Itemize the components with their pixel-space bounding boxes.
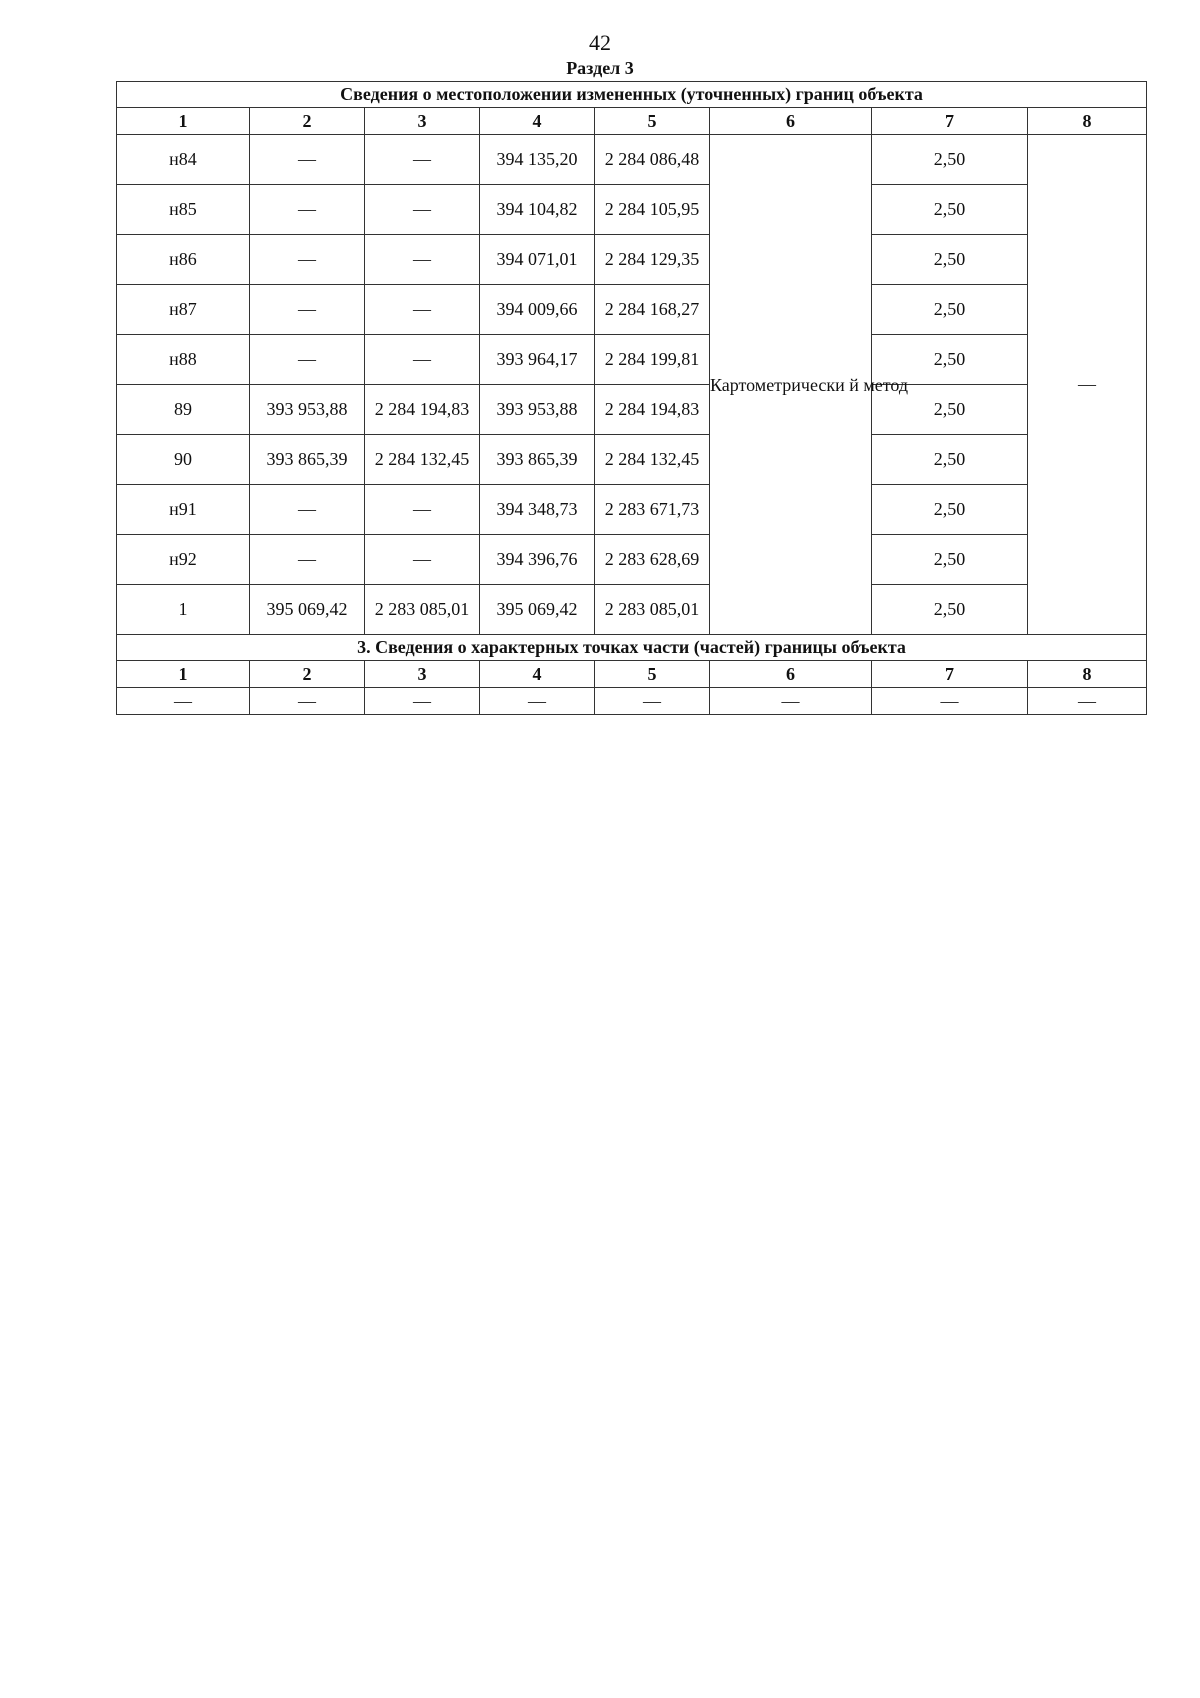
y-old-cell: — (365, 235, 480, 285)
accuracy-cell: 2,50 (872, 435, 1028, 485)
y-new-cell: 2 283 671,73 (595, 485, 710, 535)
point-id-cell: н85 (117, 185, 250, 235)
table-row (117, 235, 1147, 285)
table-row (117, 285, 1147, 335)
y-old-cell: 2 284 132,45 (365, 435, 480, 485)
column-number: 3 (365, 661, 480, 688)
empty-cell: — (1028, 688, 1147, 715)
block2-title: 3. Сведения о характерных точках части (частей) границы объекта (117, 635, 1147, 661)
y-old-cell: — (365, 185, 480, 235)
point-id-cell: 89 (117, 385, 250, 435)
column-number: 3 (365, 108, 480, 135)
y-new-cell: 2 283 085,01 (595, 585, 710, 635)
y-old-cell: — (365, 535, 480, 585)
point-id-cell: 1 (117, 585, 250, 635)
empty-cell: — (365, 688, 480, 715)
block1-title: Сведения о местоположении измененных (уточненных) границ объекта (117, 82, 1147, 108)
x-old-cell: 393 953,88 (250, 385, 365, 435)
method-cell: Картометрически й метод (710, 135, 872, 635)
table-row (117, 435, 1147, 485)
column-number: 1 (117, 661, 250, 688)
page-number: 42 (589, 30, 611, 55)
x-old-cell: — (250, 485, 365, 535)
accuracy-cell: 2,50 (872, 585, 1028, 635)
table-row (117, 585, 1147, 635)
x-old-cell: — (250, 135, 365, 185)
accuracy-cell: 2,50 (872, 135, 1028, 185)
column-number: 7 (872, 108, 1028, 135)
point-id-cell: н88 (117, 335, 250, 385)
empty-cell: — (250, 688, 365, 715)
point-id-cell: н92 (117, 535, 250, 585)
accuracy-cell: 2,50 (872, 335, 1028, 385)
accuracy-cell: 2,50 (872, 285, 1028, 335)
empty-cell: — (872, 688, 1028, 715)
y-new-cell: 2 283 628,69 (595, 535, 710, 585)
x-new-cell: 394 009,66 (480, 285, 595, 335)
y-old-cell: 2 284 194,83 (365, 385, 480, 435)
column-number: 2 (250, 108, 365, 135)
column-number: 8 (1028, 661, 1147, 688)
point-id-cell: 90 (117, 435, 250, 485)
accuracy-cell: 2,50 (872, 185, 1028, 235)
y-new-cell: 2 284 132,45 (595, 435, 710, 485)
column-number: 5 (595, 661, 710, 688)
x-new-cell: 394 071,01 (480, 235, 595, 285)
empty-cell: — (595, 688, 710, 715)
table-row (117, 385, 1147, 435)
column-number: 2 (250, 661, 365, 688)
y-new-cell: 2 284 086,48 (595, 135, 710, 185)
x-new-cell: 394 104,82 (480, 185, 595, 235)
x-new-cell: 394 396,76 (480, 535, 595, 585)
y-old-cell: — (365, 485, 480, 535)
section-title: Раздел 3 (566, 58, 634, 78)
accuracy-cell: 2,50 (872, 235, 1028, 285)
accuracy-cell: 2,50 (872, 535, 1028, 585)
column-number: 6 (710, 661, 872, 688)
y-new-cell: 2 284 199,81 (595, 335, 710, 385)
y-new-cell: 2 284 129,35 (595, 235, 710, 285)
column-number: 8 (1028, 108, 1147, 135)
table-row (117, 688, 1147, 715)
empty-cell: — (117, 688, 250, 715)
accuracy-cell: 2,50 (872, 485, 1028, 535)
empty-cell: — (710, 688, 872, 715)
empty-cell: — (480, 688, 595, 715)
column-number: 7 (872, 661, 1028, 688)
column-number: 6 (710, 108, 872, 135)
accuracy-cell: 2,50 (872, 385, 1028, 435)
point-id-cell: н84 (117, 135, 250, 185)
table-row (117, 185, 1147, 235)
column-number: 4 (480, 661, 595, 688)
x-old-cell: — (250, 235, 365, 285)
block2-title-row (117, 635, 1147, 661)
point-id-cell: н91 (117, 485, 250, 535)
column-number: 5 (595, 108, 710, 135)
table-row (117, 535, 1147, 585)
x-old-cell: 393 865,39 (250, 435, 365, 485)
y-new-cell: 2 284 168,27 (595, 285, 710, 335)
x-old-cell: 395 069,42 (250, 585, 365, 635)
y-old-cell: 2 283 085,01 (365, 585, 480, 635)
x-old-cell: — (250, 535, 365, 585)
column-number-row (117, 108, 1147, 135)
y-old-cell: — (365, 335, 480, 385)
column-number: 1 (117, 108, 250, 135)
table-row (117, 335, 1147, 385)
x-new-cell: 393 964,17 (480, 335, 595, 385)
y-old-cell: — (365, 135, 480, 185)
coordinates-table (116, 81, 1147, 715)
x-new-cell: 393 953,88 (480, 385, 595, 435)
x-old-cell: — (250, 185, 365, 235)
point-id-cell: н87 (117, 285, 250, 335)
x-old-cell: — (250, 335, 365, 385)
column8-cell: — (1028, 135, 1147, 635)
point-id-cell: н86 (117, 235, 250, 285)
x-old-cell: — (250, 285, 365, 335)
table-row (117, 135, 1147, 185)
y-new-cell: 2 284 105,95 (595, 185, 710, 235)
table-row (117, 485, 1147, 535)
column-number-row (117, 661, 1147, 688)
x-new-cell: 394 135,20 (480, 135, 595, 185)
x-new-cell: 395 069,42 (480, 585, 595, 635)
y-old-cell: — (365, 285, 480, 335)
x-new-cell: 394 348,73 (480, 485, 595, 535)
y-new-cell: 2 284 194,83 (595, 385, 710, 435)
x-new-cell: 393 865,39 (480, 435, 595, 485)
column-number: 4 (480, 108, 595, 135)
